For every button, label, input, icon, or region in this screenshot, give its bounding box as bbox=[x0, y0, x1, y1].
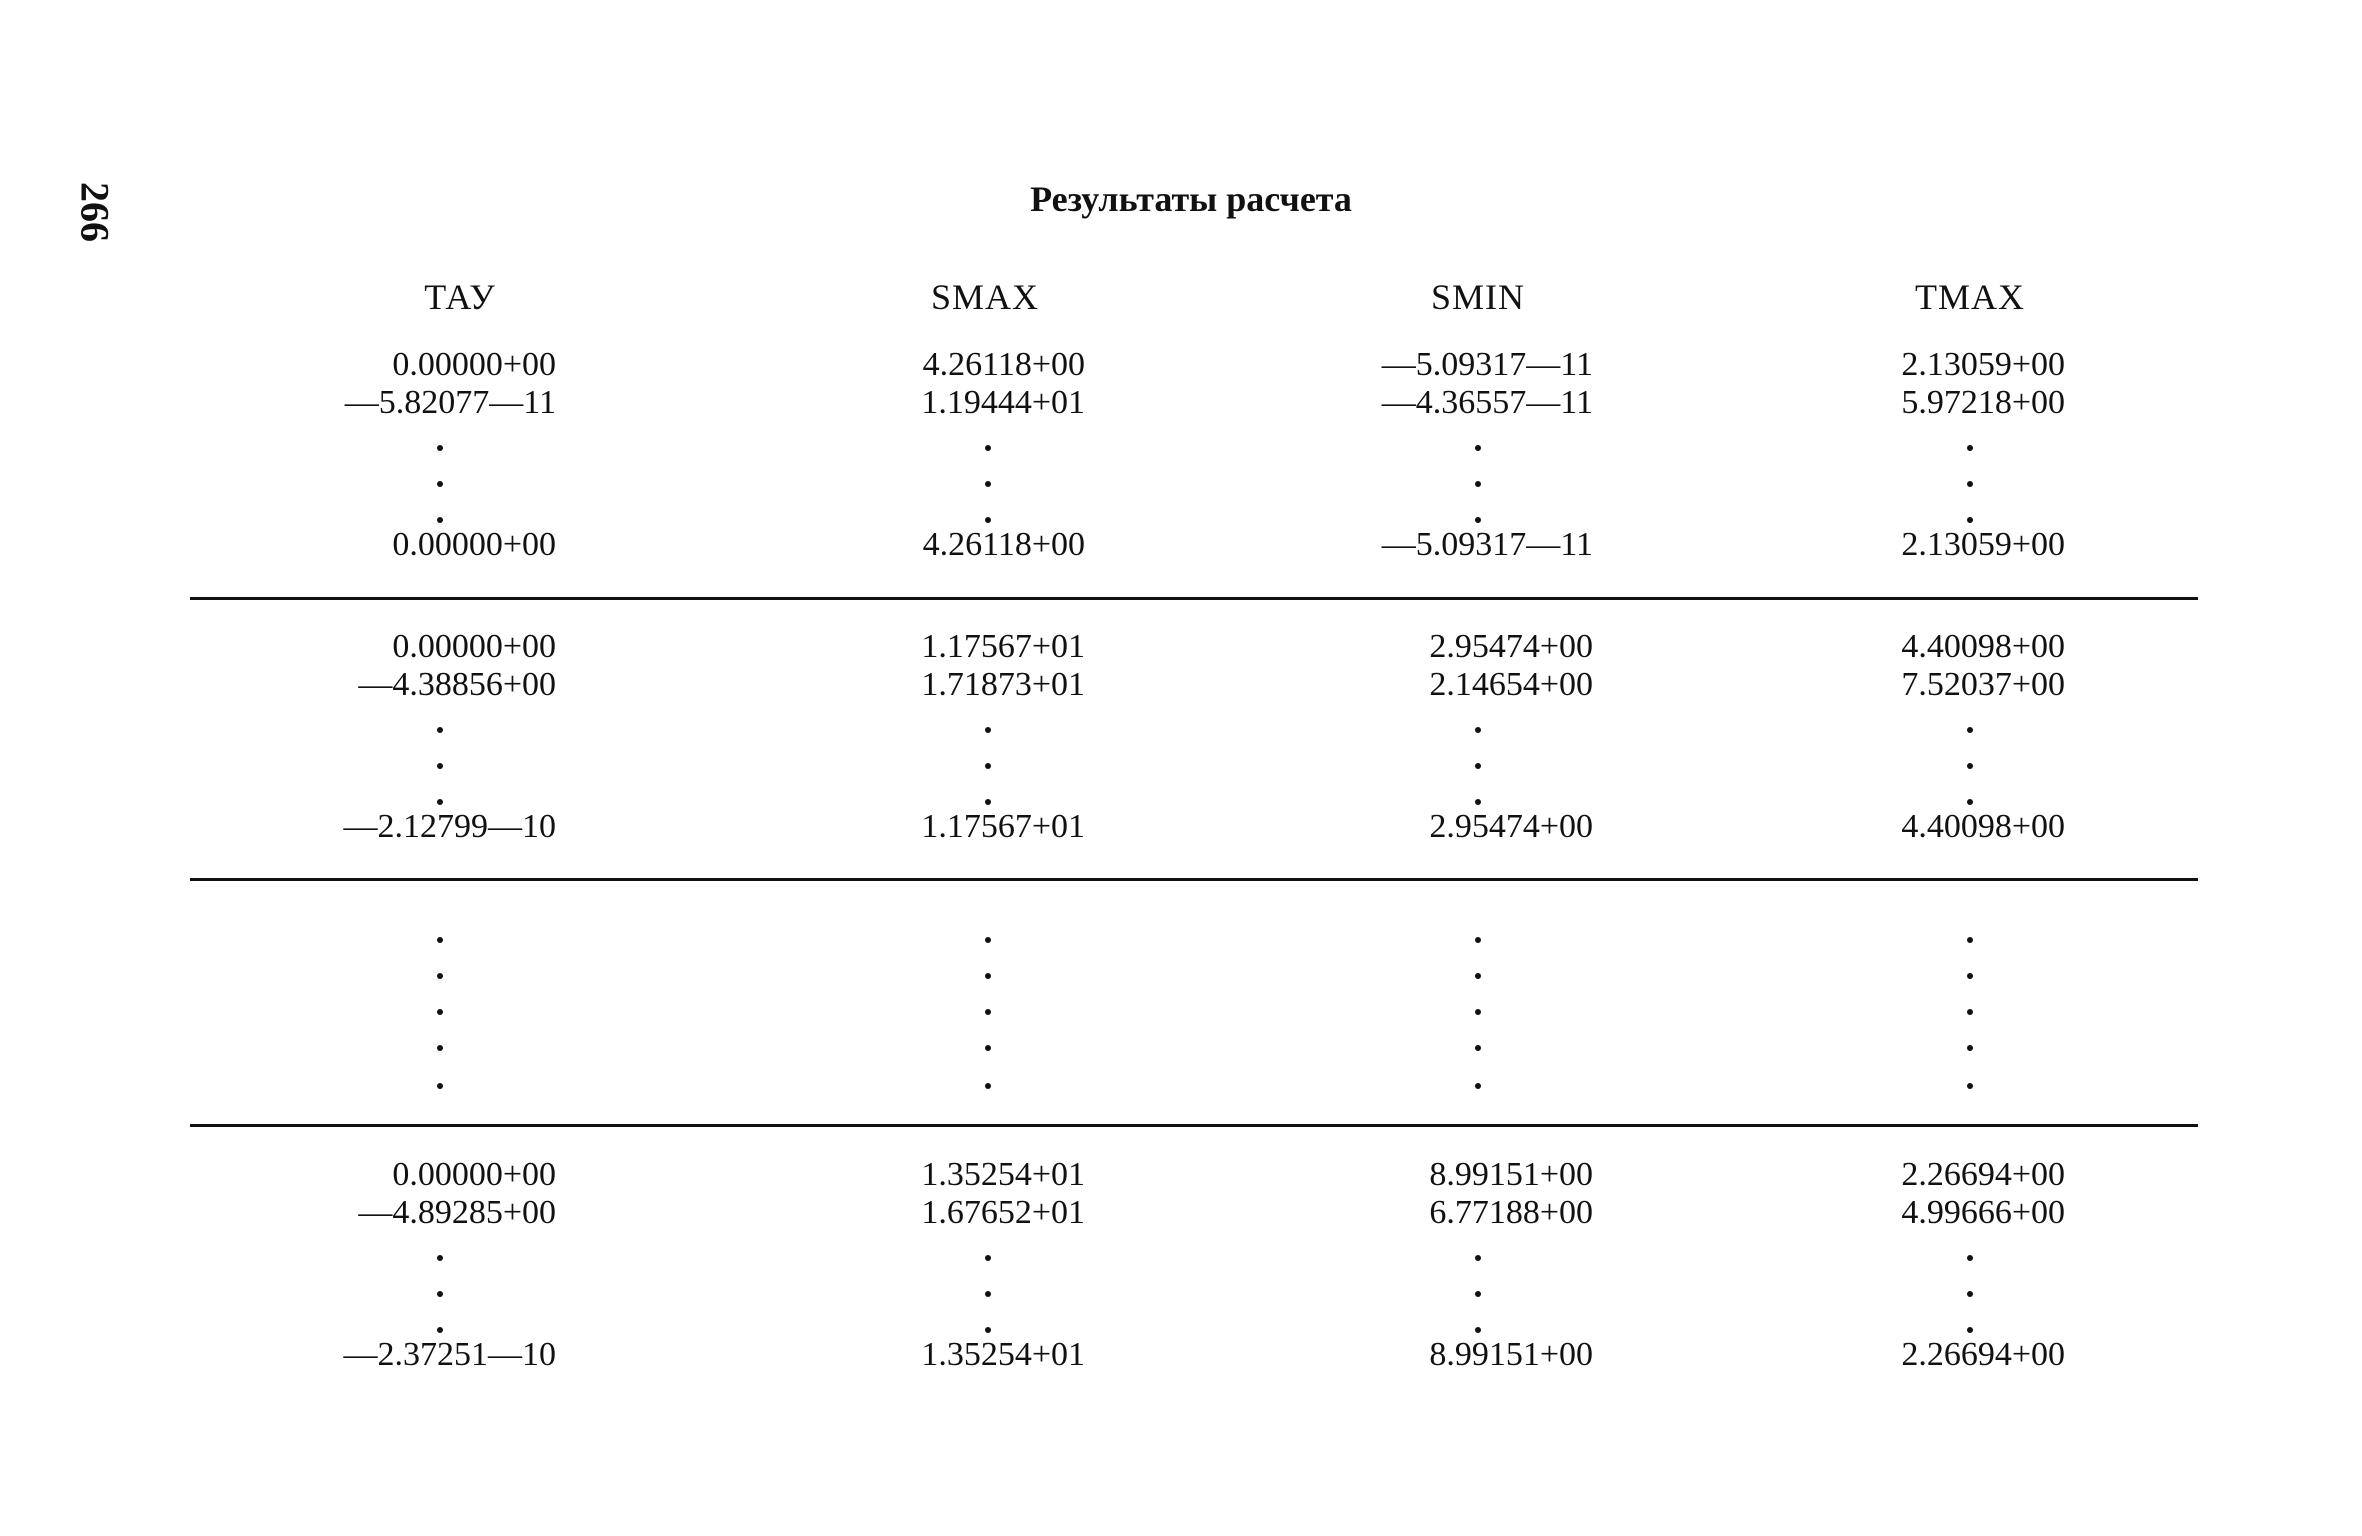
table-cell: 7.52037+00 bbox=[1901, 666, 2065, 703]
ellipsis-dot bbox=[985, 1083, 991, 1089]
ellipsis-dot bbox=[1967, 1327, 1973, 1333]
table-cell: 8.99151+00 bbox=[1429, 1336, 1593, 1373]
ellipsis-dot bbox=[985, 1045, 991, 1051]
ellipsis-dot bbox=[437, 799, 443, 805]
ellipsis-dot bbox=[1475, 1327, 1481, 1333]
ellipsis-dot bbox=[985, 1255, 991, 1261]
column-header-smin: SMIN bbox=[1430, 277, 1526, 317]
ellipsis-dot bbox=[1475, 1291, 1481, 1297]
ellipsis-dot bbox=[437, 973, 443, 979]
ellipsis-dot bbox=[1475, 1255, 1481, 1261]
table-cell: —5.09317—11 bbox=[1381, 526, 1593, 563]
table-cell: 2.14654+00 bbox=[1429, 666, 1593, 703]
ellipsis-dot bbox=[437, 1045, 443, 1051]
ellipsis-dot bbox=[1967, 445, 1973, 451]
ellipsis-dot bbox=[985, 727, 991, 733]
table-cell: 2.13059+00 bbox=[1901, 346, 2065, 383]
ellipsis-dot bbox=[437, 1291, 443, 1297]
ellipsis-dot bbox=[1475, 799, 1481, 805]
column-header-smax: SMAX bbox=[930, 277, 1040, 317]
ellipsis-dot bbox=[1967, 1009, 1973, 1015]
ellipsis-dot bbox=[985, 763, 991, 769]
table-cell: —5.82077—11 bbox=[344, 384, 556, 421]
table-cell: 0.00000+00 bbox=[392, 526, 556, 563]
ellipsis-dot bbox=[1475, 1083, 1481, 1089]
ellipsis-dot bbox=[1475, 763, 1481, 769]
table-cell: 2.13059+00 bbox=[1901, 526, 2065, 563]
ellipsis-dot bbox=[1475, 727, 1481, 733]
ellipsis-dot bbox=[985, 1327, 991, 1333]
ellipsis-dot bbox=[437, 727, 443, 733]
ellipsis-dot bbox=[437, 517, 443, 523]
page-number: 266 bbox=[72, 182, 118, 242]
horizontal-rule bbox=[190, 597, 2198, 600]
table-cell: 4.40098+00 bbox=[1901, 628, 2065, 665]
table-cell: —5.09317—11 bbox=[1381, 346, 1593, 383]
column-header-tau: ТАУ bbox=[424, 277, 496, 317]
ellipsis-dot bbox=[437, 445, 443, 451]
table-cell: 0.00000+00 bbox=[392, 346, 556, 383]
ellipsis-dot bbox=[1967, 1291, 1973, 1297]
horizontal-rule bbox=[190, 1124, 2198, 1127]
ellipsis-dot bbox=[437, 937, 443, 943]
table-cell: —2.37251—10 bbox=[343, 1336, 556, 1373]
table-cell: —2.12799—10 bbox=[343, 808, 556, 845]
ellipsis-dot bbox=[1967, 481, 1973, 487]
ellipsis-dot bbox=[1475, 517, 1481, 523]
ellipsis-dot bbox=[1967, 763, 1973, 769]
ellipsis-dot bbox=[1475, 1009, 1481, 1015]
table-cell: 4.26118+00 bbox=[922, 346, 1085, 383]
column-header-tmax: TMAX bbox=[1915, 277, 2025, 317]
ellipsis-dot bbox=[437, 763, 443, 769]
ellipsis-dot bbox=[1475, 445, 1481, 451]
ellipsis-dot bbox=[437, 1255, 443, 1261]
table-cell: 4.40098+00 bbox=[1901, 808, 2065, 845]
ellipsis-dot bbox=[1967, 973, 1973, 979]
table-cell: 2.26694+00 bbox=[1901, 1336, 2065, 1373]
table-cell: 1.71873+01 bbox=[921, 666, 1085, 703]
table-title: Результаты расчета bbox=[1030, 179, 1352, 219]
ellipsis-dot bbox=[1475, 481, 1481, 487]
ellipsis-dot bbox=[985, 1291, 991, 1297]
horizontal-rule bbox=[190, 878, 2198, 881]
ellipsis-dot bbox=[437, 481, 443, 487]
ellipsis-dot bbox=[985, 481, 991, 487]
table-cell: 1.17567+01 bbox=[921, 628, 1085, 665]
ellipsis-dot bbox=[437, 1009, 443, 1015]
table-cell: 0.00000+00 bbox=[392, 1156, 556, 1193]
ellipsis-dot bbox=[985, 517, 991, 523]
table-cell: 6.77188+00 bbox=[1429, 1194, 1593, 1231]
ellipsis-dot bbox=[1475, 937, 1481, 943]
ellipsis-dot bbox=[437, 1327, 443, 1333]
ellipsis-dot bbox=[985, 445, 991, 451]
table-cell: 2.26694+00 bbox=[1901, 1156, 2065, 1193]
table-cell: 1.19444+01 bbox=[921, 384, 1085, 421]
table-cell: 8.99151+00 bbox=[1429, 1156, 1593, 1193]
ellipsis-dot bbox=[437, 1083, 443, 1089]
ellipsis-dot bbox=[1475, 973, 1481, 979]
ellipsis-dot bbox=[1967, 517, 1973, 523]
table-cell: 4.99666+00 bbox=[1901, 1194, 2065, 1231]
ellipsis-dot bbox=[985, 937, 991, 943]
table-cell: —4.89285+00 bbox=[358, 1194, 556, 1231]
ellipsis-dot bbox=[1967, 937, 1973, 943]
table-cell: 1.17567+01 bbox=[921, 808, 1085, 845]
table-cell: 1.35254+01 bbox=[921, 1156, 1085, 1193]
table-cell: 1.67652+01 bbox=[921, 1194, 1085, 1231]
table-cell: 5.97218+00 bbox=[1901, 384, 2065, 421]
table-cell: 1.35254+01 bbox=[921, 1336, 1085, 1373]
ellipsis-dot bbox=[1967, 1045, 1973, 1051]
ellipsis-dot bbox=[1967, 799, 1973, 805]
ellipsis-dot bbox=[1475, 1045, 1481, 1051]
table-cell: 0.00000+00 bbox=[392, 628, 556, 665]
ellipsis-dot bbox=[1967, 1255, 1973, 1261]
ellipsis-dot bbox=[985, 973, 991, 979]
table-cell: 2.95474+00 bbox=[1429, 808, 1593, 845]
table-cell: —4.36557—11 bbox=[1381, 384, 1593, 421]
ellipsis-dot bbox=[985, 799, 991, 805]
table-cell: 2.95474+00 bbox=[1429, 628, 1593, 665]
ellipsis-dot bbox=[985, 1009, 991, 1015]
table-cell: 4.26118+00 bbox=[922, 526, 1085, 563]
ellipsis-dot bbox=[1967, 1083, 1973, 1089]
ellipsis-dot bbox=[1967, 727, 1973, 733]
table-cell: —4.38856+00 bbox=[358, 666, 556, 703]
